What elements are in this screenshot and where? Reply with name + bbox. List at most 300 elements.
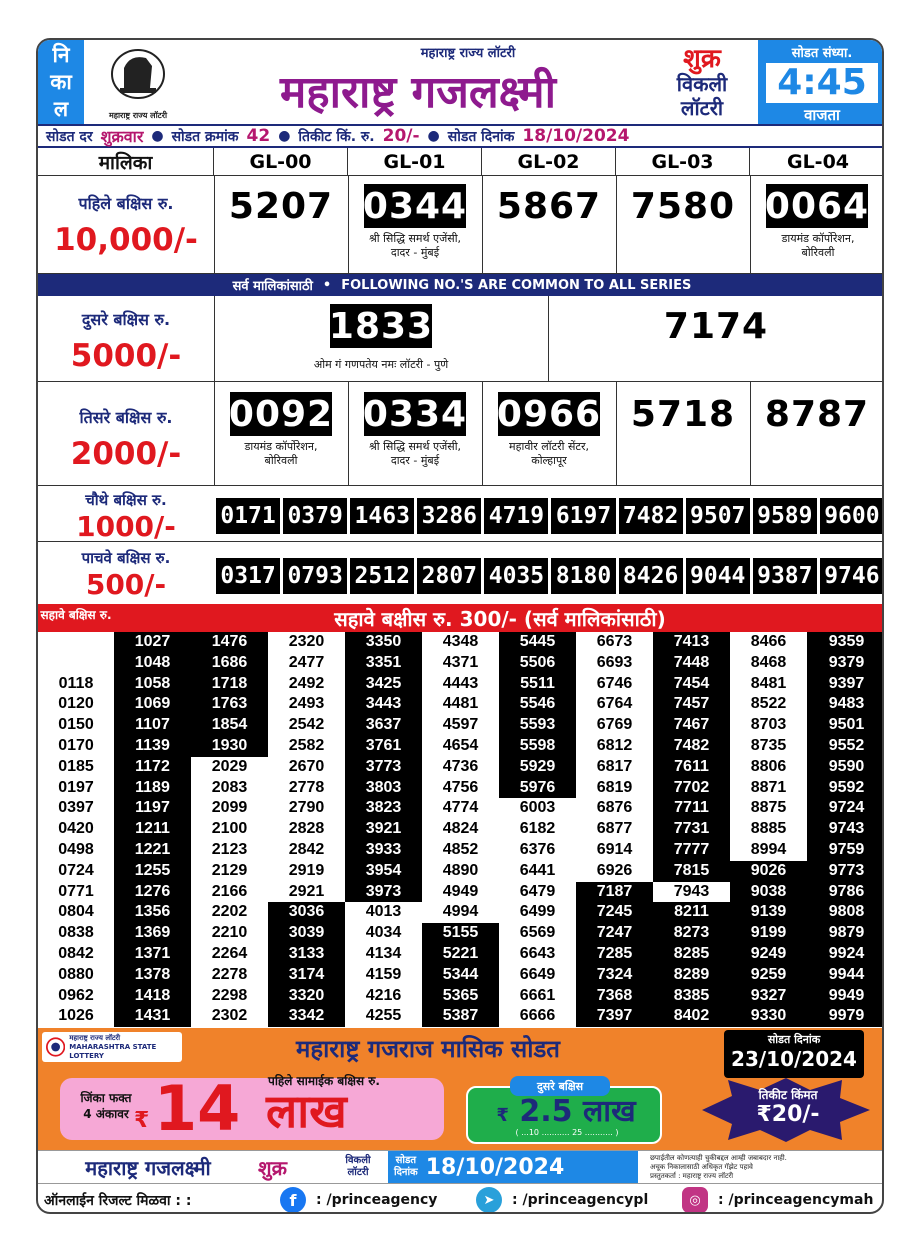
sixth-prize-number: 0498 bbox=[38, 840, 114, 861]
sixth-prize-number: 9979 bbox=[807, 1006, 884, 1027]
sixth-prize-number: 7397 bbox=[576, 1006, 653, 1027]
fifth-prize-row bbox=[38, 542, 884, 604]
sixth-prize-number: 6479 bbox=[499, 882, 576, 903]
first-prize-row bbox=[38, 176, 884, 274]
sixth-prize-number: 2083 bbox=[191, 778, 268, 799]
cell-divider bbox=[214, 382, 215, 486]
sixth-prize-number: 6569 bbox=[499, 923, 576, 944]
sixth-prize-number: 1371 bbox=[114, 944, 191, 965]
date-label: सोडत दिनांक bbox=[447, 128, 515, 145]
fourth-prize-number: 7482 bbox=[619, 498, 683, 534]
sixth-prize-number: 5445 bbox=[499, 632, 576, 653]
fourth-prize-amount: 1000/- bbox=[76, 510, 176, 543]
fifth-prize-number: 2807 bbox=[417, 558, 481, 594]
fifth-prize-number: 0793 bbox=[283, 558, 347, 594]
draw-time bbox=[766, 63, 878, 103]
second-prize-label: दुसरे बक्षिस रु. bbox=[81, 310, 171, 329]
sixth-prize-number: 9759 bbox=[807, 840, 884, 861]
sixth-prize-number: 2298 bbox=[191, 986, 268, 1007]
price-label: तिकीट किं. रु. bbox=[298, 128, 375, 145]
facebook-link[interactable]: : /princeagency bbox=[316, 1192, 438, 1208]
sixth-prize-number: 3803 bbox=[345, 778, 422, 799]
second-prize-row bbox=[38, 296, 884, 382]
sixth-prize-number: 8735 bbox=[730, 736, 807, 757]
sixth-prize-number: 0838 bbox=[38, 923, 114, 944]
sixth-prize-number: 9724 bbox=[807, 798, 884, 819]
sixth-prize-number: 9038 bbox=[730, 882, 807, 903]
footer-weekly-line: विकली bbox=[345, 1155, 371, 1166]
promo-logo-line: महाराष्ट्र राज्य लॉटरी bbox=[69, 1033, 121, 1042]
sixth-prize-number: 5929 bbox=[499, 757, 576, 778]
sixth-prize-label: सहावे बक्षिस रु. bbox=[40, 608, 112, 622]
fifth-prize-number: 0317 bbox=[216, 558, 280, 594]
sixth-prize-number: 3921 bbox=[345, 819, 422, 840]
third-prize-number: 0966 bbox=[496, 393, 602, 435]
state-emblem-logo bbox=[90, 44, 186, 122]
sixth-prize-column bbox=[345, 632, 422, 1027]
sixth-prize-number: 1221 bbox=[114, 840, 191, 861]
footer-weekly-line: लॉटरी bbox=[347, 1167, 369, 1178]
nikal-line: का bbox=[50, 70, 72, 94]
first-prize-number: 0344 bbox=[362, 185, 468, 227]
ticket-price: ₹20/- bbox=[756, 1102, 820, 1127]
bullet-icon: ● bbox=[278, 128, 291, 144]
sixth-prize-number: 9259 bbox=[730, 965, 807, 986]
telegram-link[interactable]: : /princeagencypl bbox=[512, 1192, 649, 1208]
agent-line: डायमंड कॉर्पोरेशन, bbox=[244, 440, 318, 453]
agent-name bbox=[214, 440, 348, 468]
sixth-prize-number: 6812 bbox=[576, 736, 653, 757]
sixth-prize-number: 6769 bbox=[576, 715, 653, 736]
sixth-prize-number: 8522 bbox=[730, 694, 807, 715]
sixth-prize-number: 2919 bbox=[268, 861, 345, 882]
sixth-prize-number: 1107 bbox=[114, 715, 191, 736]
sixth-prize-number: 2100 bbox=[191, 819, 268, 840]
cell-divider bbox=[482, 382, 483, 486]
sixth-prize-number: 6746 bbox=[576, 674, 653, 695]
sixth-prize-number: 9199 bbox=[730, 923, 807, 944]
nikal-line: नि bbox=[52, 43, 70, 67]
cell-divider bbox=[616, 382, 617, 486]
sixth-prize-number: 7467 bbox=[653, 715, 730, 736]
sixth-prize-number: 8806 bbox=[730, 757, 807, 778]
sixth-prize-column bbox=[114, 632, 191, 1027]
sixth-prize-number: 9249 bbox=[730, 944, 807, 965]
fourth-prize-number: 0171 bbox=[216, 498, 280, 534]
sixth-prize-number: 9924 bbox=[807, 944, 884, 965]
fifth-prize-number: 4035 bbox=[484, 558, 548, 594]
info-bar bbox=[38, 124, 884, 148]
sixth-prize-number: 3342 bbox=[268, 1006, 345, 1027]
sixth-prize-number: 0197 bbox=[38, 778, 114, 799]
fifth-prize-amount: 500/- bbox=[85, 568, 167, 601]
sixth-prize-number: 7368 bbox=[576, 986, 653, 1007]
sixth-prize-number: 1431 bbox=[114, 1006, 191, 1027]
sixth-prize-number: 8994 bbox=[730, 840, 807, 861]
sixth-prize-number: 3133 bbox=[268, 944, 345, 965]
online-label: ऑनलाईन रिजल्ट मिळवा : : bbox=[44, 1192, 192, 1209]
sixth-prize-number: 5221 bbox=[422, 944, 499, 965]
sixth-prize-number: 1763 bbox=[191, 694, 268, 715]
sixth-prize-number: 0397 bbox=[38, 798, 114, 819]
sixth-prize-number: 2320 bbox=[268, 632, 345, 653]
sixth-prize-number: 8703 bbox=[730, 715, 807, 736]
promo-date: 23/10/2024 bbox=[731, 1047, 857, 1071]
draw-time-box bbox=[758, 40, 884, 124]
sixth-prize-number: 9879 bbox=[807, 923, 884, 944]
sixth-prize-number: 2099 bbox=[191, 798, 268, 819]
agent-line: श्री सिद्धि समर्थ एजेंसी, bbox=[368, 232, 462, 245]
instagram-link[interactable]: : /princeagencymah bbox=[718, 1192, 874, 1208]
sixth-prize-number: 0150 bbox=[38, 715, 114, 736]
fifth-prize-number: 8426 bbox=[619, 558, 683, 594]
series-gl03: GL-03 bbox=[616, 148, 750, 176]
agent-line: दादर - मुंबई bbox=[390, 454, 440, 467]
series-gl02: GL-02 bbox=[482, 148, 616, 176]
first-prize-caption: पहिले सामाईक बक्षिस रु. bbox=[268, 1074, 380, 1088]
sixth-prize-number: 5976 bbox=[499, 778, 576, 799]
sixth-prize-number: 3351 bbox=[345, 653, 422, 674]
sixth-prize-number: 5344 bbox=[422, 965, 499, 986]
sixth-prize-number: 4216 bbox=[345, 986, 422, 1007]
sixth-prize-number: 1197 bbox=[114, 798, 191, 819]
sixth-prize-number: 0420 bbox=[38, 819, 114, 840]
sixth-prize-number: 1378 bbox=[114, 965, 191, 986]
agent-line: श्री सिद्धि समर्थ एजेंसी, bbox=[368, 440, 462, 453]
sixth-prize-number: 1476 bbox=[191, 632, 268, 653]
fourth-prize-number: 4719 bbox=[484, 498, 548, 534]
sixth-prize-grid bbox=[38, 632, 884, 1027]
sixth-prize-number: 9808 bbox=[807, 902, 884, 923]
bullet-icon: ● bbox=[427, 128, 440, 144]
rupee-icon: ₹ bbox=[496, 1105, 509, 1126]
rupee-icon: ₹ bbox=[134, 1108, 150, 1133]
sixth-prize-number: 4481 bbox=[422, 694, 499, 715]
sixth-prize-column bbox=[807, 632, 884, 1027]
fourth-prize-numbers bbox=[216, 498, 884, 534]
sixth-prize-number: 4774 bbox=[422, 798, 499, 819]
second-prize-note: ( ...10 ........... 25 ........... ) bbox=[515, 1128, 619, 1137]
sixth-prize-number: 4034 bbox=[345, 923, 422, 944]
cell-divider bbox=[214, 176, 215, 274]
sixth-prize-column bbox=[730, 632, 807, 1027]
sixth-prize-number: 2123 bbox=[191, 840, 268, 861]
series-label: मालिका bbox=[38, 148, 214, 176]
sixth-prize-number: 4994 bbox=[422, 902, 499, 923]
subtitle: महाराष्ट्र राज्य लॉटरी bbox=[420, 46, 516, 61]
sixth-prize-number: 9379 bbox=[807, 653, 884, 674]
third-prize-amount: 2000/- bbox=[70, 436, 182, 472]
sixth-prize-number: 8875 bbox=[730, 798, 807, 819]
common-banner-right: FOLLOWING NO.'S ARE COMMON TO ALL SERIES bbox=[341, 277, 692, 293]
sixth-prize-number: 2302 bbox=[191, 1006, 268, 1027]
instagram-icon[interactable]: ◎ bbox=[682, 1187, 708, 1213]
agent-name bbox=[750, 232, 884, 260]
sixth-prize-number: 3933 bbox=[345, 840, 422, 861]
sixth-prize-number: 6876 bbox=[576, 798, 653, 819]
third-prize-row bbox=[38, 382, 884, 486]
sixth-prize-number: 9483 bbox=[807, 694, 884, 715]
weekly-line: विकली bbox=[676, 72, 728, 96]
sixth-prize-number: 6877 bbox=[576, 819, 653, 840]
first-prize-number: 7580 bbox=[630, 185, 736, 227]
sixth-prize-number: 3954 bbox=[345, 861, 422, 882]
sixth-prize-number: 3174 bbox=[268, 965, 345, 986]
series-gl04: GL-04 bbox=[786, 151, 850, 173]
sixth-prize-number: 6643 bbox=[499, 944, 576, 965]
sixth-prize-number: 0185 bbox=[38, 757, 114, 778]
second-prize-number: 1833 bbox=[328, 305, 434, 347]
sixth-prize-number: 2202 bbox=[191, 902, 268, 923]
sixth-prize-number: 7324 bbox=[576, 965, 653, 986]
fourth-prize-number: 9589 bbox=[753, 498, 817, 534]
sixth-prize-number: 1027 bbox=[114, 632, 191, 653]
sixth-prize-number: 2166 bbox=[191, 882, 268, 903]
sixth-prize-number: 6003 bbox=[499, 798, 576, 819]
nikal-line: ल bbox=[53, 97, 69, 121]
sixth-prize-number: 7247 bbox=[576, 923, 653, 944]
sixth-prize-column bbox=[38, 632, 114, 1027]
sixth-prize-number: 6376 bbox=[499, 840, 576, 861]
fifth-prize-number: 9746 bbox=[820, 558, 884, 594]
promo-date-box bbox=[724, 1030, 864, 1078]
win-line: 4 अंकावर bbox=[83, 1107, 129, 1121]
sixth-prize-number: 1069 bbox=[114, 694, 191, 715]
sixth-prize-number: 1930 bbox=[191, 736, 268, 757]
second-prize-number: 7174 bbox=[663, 305, 769, 347]
price: 20/- bbox=[382, 126, 420, 146]
baje-label: वाजता bbox=[804, 106, 840, 124]
footer-date-box bbox=[388, 1151, 638, 1183]
footer-day: शुक्र bbox=[258, 1155, 287, 1180]
sixth-prize-number: 7611 bbox=[653, 757, 730, 778]
sixth-prize-number: 2493 bbox=[268, 694, 345, 715]
sixth-prize-number: 6666 bbox=[499, 1006, 576, 1027]
bullet-icon: • bbox=[322, 277, 332, 293]
sixth-prize-number: 4255 bbox=[345, 1006, 422, 1027]
series-header bbox=[38, 148, 884, 176]
sixth-prize-number: 4371 bbox=[422, 653, 499, 674]
sixth-prize-number: 8289 bbox=[653, 965, 730, 986]
sixth-prize-number: 2129 bbox=[191, 861, 268, 882]
agent-line: बोरिवली bbox=[264, 454, 298, 467]
cell-divider bbox=[750, 382, 751, 486]
sixth-prize-number: 0880 bbox=[38, 965, 114, 986]
sixth-prize-number: 1356 bbox=[114, 902, 191, 923]
agent-line: दादर - मुंबई bbox=[390, 246, 440, 259]
sixth-prize-number: 7457 bbox=[653, 694, 730, 715]
promo-logo bbox=[42, 1032, 182, 1062]
sixth-prize-number: 2278 bbox=[191, 965, 268, 986]
series-gl00: GL-00 bbox=[214, 148, 348, 176]
bullet-icon: ● bbox=[151, 128, 164, 144]
sixth-prize-number: 1058 bbox=[114, 674, 191, 695]
sixth-prize-number: 1369 bbox=[114, 923, 191, 944]
sixth-prize-number: 2477 bbox=[268, 653, 345, 674]
weekly-lottery bbox=[650, 72, 754, 124]
sixth-prize-number: 6764 bbox=[576, 694, 653, 715]
fourth-prize-number: 9507 bbox=[686, 498, 750, 534]
draw-date: 18/10/2024 bbox=[522, 126, 630, 146]
facebook-icon[interactable]: f bbox=[280, 1187, 306, 1213]
sixth-prize-number: 8273 bbox=[653, 923, 730, 944]
sixth-prize-number: 7187 bbox=[576, 882, 653, 903]
sixth-prize-number: 6673 bbox=[576, 632, 653, 653]
promo-date-label: सोडत दिनांक bbox=[767, 1033, 821, 1046]
sixth-prize-number: 5598 bbox=[499, 736, 576, 757]
sixth-prize-number: 9949 bbox=[807, 986, 884, 1007]
sixth-prize-number: 9139 bbox=[730, 902, 807, 923]
first-prize-amount-promo: 14 bbox=[154, 1072, 241, 1145]
sixth-prize-number: 6914 bbox=[576, 840, 653, 861]
sixth-prize-number: 8385 bbox=[653, 986, 730, 1007]
first-prize-number: 5867 bbox=[496, 185, 602, 227]
sixth-prize-number: 8211 bbox=[653, 902, 730, 923]
sixth-prize-number: 6926 bbox=[576, 861, 653, 882]
third-prize-label: तिसरे बक्षिस रु. bbox=[79, 408, 173, 427]
sixth-prize-number: 7702 bbox=[653, 778, 730, 799]
sixth-prize-number: 2264 bbox=[191, 944, 268, 965]
sixth-prize-number: 4890 bbox=[422, 861, 499, 882]
sixth-prize-number: 1172 bbox=[114, 757, 191, 778]
sixth-prize-number: 6182 bbox=[499, 819, 576, 840]
fifth-prize-number: 9044 bbox=[686, 558, 750, 594]
fifth-prize-numbers bbox=[216, 558, 884, 594]
sixth-prize-column bbox=[576, 632, 653, 1027]
sixth-prize-number: 7448 bbox=[653, 653, 730, 674]
disclaimer-line: अचूक निकालासाठी अधिकृत गॅझेट पहावे bbox=[650, 1162, 753, 1171]
sixth-prize-number: 1686 bbox=[191, 653, 268, 674]
sixth-prize-number: 5511 bbox=[499, 674, 576, 695]
sixth-prize-number: 5155 bbox=[422, 923, 499, 944]
sixth-prize-number: 6819 bbox=[576, 778, 653, 799]
sixth-prize-number: 8402 bbox=[653, 1006, 730, 1027]
sixth-prize-number: 0771 bbox=[38, 882, 114, 903]
sixth-prize-number: 6499 bbox=[499, 902, 576, 923]
sixth-prize-number: 4949 bbox=[422, 882, 499, 903]
sixth-prize-number: 8285 bbox=[653, 944, 730, 965]
logo-caption: महाराष्ट्र राज्य लॉटरी bbox=[108, 111, 168, 120]
footer-title: महाराष्ट्र गजलक्ष्मी bbox=[85, 1155, 211, 1180]
sixth-prize-number: 0804 bbox=[38, 902, 114, 923]
agent-name: ओम गं गणपतेय नमः लॉटरी - पुणे bbox=[313, 358, 449, 371]
sixth-prize-number: 3425 bbox=[345, 674, 422, 695]
sixth-prize-number: 9944 bbox=[807, 965, 884, 986]
cell-divider bbox=[616, 176, 617, 274]
common-banner bbox=[38, 274, 884, 296]
sixth-prize-number: 8871 bbox=[730, 778, 807, 799]
second-prize-caption: दुसरे बक्षिस bbox=[510, 1076, 610, 1096]
third-prize-number: 8787 bbox=[764, 393, 870, 435]
sixth-prize-number: 0962 bbox=[38, 986, 114, 1007]
sixth-prize-column bbox=[499, 632, 576, 1027]
lottery-result-sheet bbox=[36, 38, 884, 1214]
sixth-prize-number: 1048 bbox=[114, 653, 191, 674]
sixth-prize-number: 3039 bbox=[268, 923, 345, 944]
sixth-prize-number: 4443 bbox=[422, 674, 499, 695]
footer-weekly bbox=[328, 1155, 388, 1179]
sixth-prize-number: 7482 bbox=[653, 736, 730, 757]
fourth-prize-row bbox=[38, 486, 884, 542]
ticket-price-label: तिकीट किंमत bbox=[758, 1088, 818, 1102]
disclaimer-line: छपाईतील कोणत्याही चुकीबद्दल आम्ही जबाबदार नाही. bbox=[650, 1153, 787, 1162]
third-prize-number: 0092 bbox=[228, 393, 334, 435]
main-title: महाराष्ट्र गजलक्ष्मी bbox=[279, 67, 557, 118]
fifth-prize-number: 9387 bbox=[753, 558, 817, 594]
sixth-prize-number: 4348 bbox=[422, 632, 499, 653]
draw-no-label: सोडत क्रमांक bbox=[171, 128, 239, 145]
second-prize-amount: 5000/- bbox=[70, 338, 182, 374]
series-gl01: GL-01 bbox=[348, 148, 482, 176]
fourth-prize-number: 1463 bbox=[350, 498, 414, 534]
sixth-prize-number: 5365 bbox=[422, 986, 499, 1007]
cell-divider bbox=[482, 176, 483, 274]
sixth-prize-number: 1276 bbox=[114, 882, 191, 903]
agent-line: बोरिवली bbox=[801, 246, 835, 259]
sixth-prize-number: 9590 bbox=[807, 757, 884, 778]
sixth-prize-number: 3637 bbox=[345, 715, 422, 736]
sixth-prize-number: 1139 bbox=[114, 736, 191, 757]
sixth-prize-number: 5593 bbox=[499, 715, 576, 736]
sixth-prize-number: 3320 bbox=[268, 986, 345, 1007]
fourth-prize-number: 9600 bbox=[820, 498, 884, 534]
footer-date-label-line: दिनांक bbox=[394, 1167, 418, 1178]
telegram-icon[interactable]: ➤ bbox=[476, 1187, 502, 1213]
seal-icon bbox=[46, 1036, 65, 1058]
fourth-prize-number: 0379 bbox=[283, 498, 347, 534]
sixth-prize-number: 5546 bbox=[499, 694, 576, 715]
fourth-prize-number: 3286 bbox=[417, 498, 481, 534]
fourth-prize-label: चौथे बक्षिस रु. bbox=[85, 491, 167, 509]
agent-name bbox=[348, 232, 482, 260]
cell-divider bbox=[548, 296, 549, 382]
agent-name bbox=[482, 440, 616, 468]
sixth-prize-number: 9359 bbox=[807, 632, 884, 653]
sixth-prize-number: 2842 bbox=[268, 840, 345, 861]
sixth-prize-number: 1211 bbox=[114, 819, 191, 840]
sixth-prize-number: 7245 bbox=[576, 902, 653, 923]
sixth-prize-number: 7731 bbox=[653, 819, 730, 840]
weekly-line: लॉटरी bbox=[680, 96, 724, 120]
first-prize-label: पहिले बक्षिस रु. bbox=[78, 194, 174, 213]
nikal-box bbox=[38, 40, 84, 124]
sixth-prize-number: 9330 bbox=[730, 1006, 807, 1027]
lakh-text: लाख bbox=[266, 1084, 347, 1138]
sixth-prize-number: 9327 bbox=[730, 986, 807, 1007]
sixth-prize-number: 1854 bbox=[191, 715, 268, 736]
sixth-prize-number: 0842 bbox=[38, 944, 114, 965]
sixth-prize-number: 3036 bbox=[268, 902, 345, 923]
sixth-prize-number: 4159 bbox=[345, 965, 422, 986]
sixth-prize-number: 9026 bbox=[730, 861, 807, 882]
sixth-prize-number: 6649 bbox=[499, 965, 576, 986]
sixth-prize-number: 3443 bbox=[345, 694, 422, 715]
disclaimer-line: प्रस्तुतकर्ता : महाराष्ट्र राज्य लॉटरी bbox=[650, 1171, 734, 1180]
sixth-prize-number: 4736 bbox=[422, 757, 499, 778]
footer-date-label-line: सोडत bbox=[395, 1155, 417, 1166]
sixth-prize-number: 0170 bbox=[38, 736, 114, 757]
sixth-prize-number: 7943 bbox=[653, 882, 730, 903]
sixth-prize-number: 1255 bbox=[114, 861, 191, 882]
promo-panel bbox=[38, 1028, 884, 1150]
sixth-prize-number: 6661 bbox=[499, 986, 576, 1007]
sixth-prize-column bbox=[653, 632, 730, 1027]
sixth-prize-number: 7711 bbox=[653, 798, 730, 819]
common-banner-left: सर्व मालिकांसाठी bbox=[232, 279, 313, 294]
sixth-prize-number: 9552 bbox=[807, 736, 884, 757]
agent-line: कोल्हापूर bbox=[531, 454, 567, 467]
sixth-prize-number: 8481 bbox=[730, 674, 807, 695]
